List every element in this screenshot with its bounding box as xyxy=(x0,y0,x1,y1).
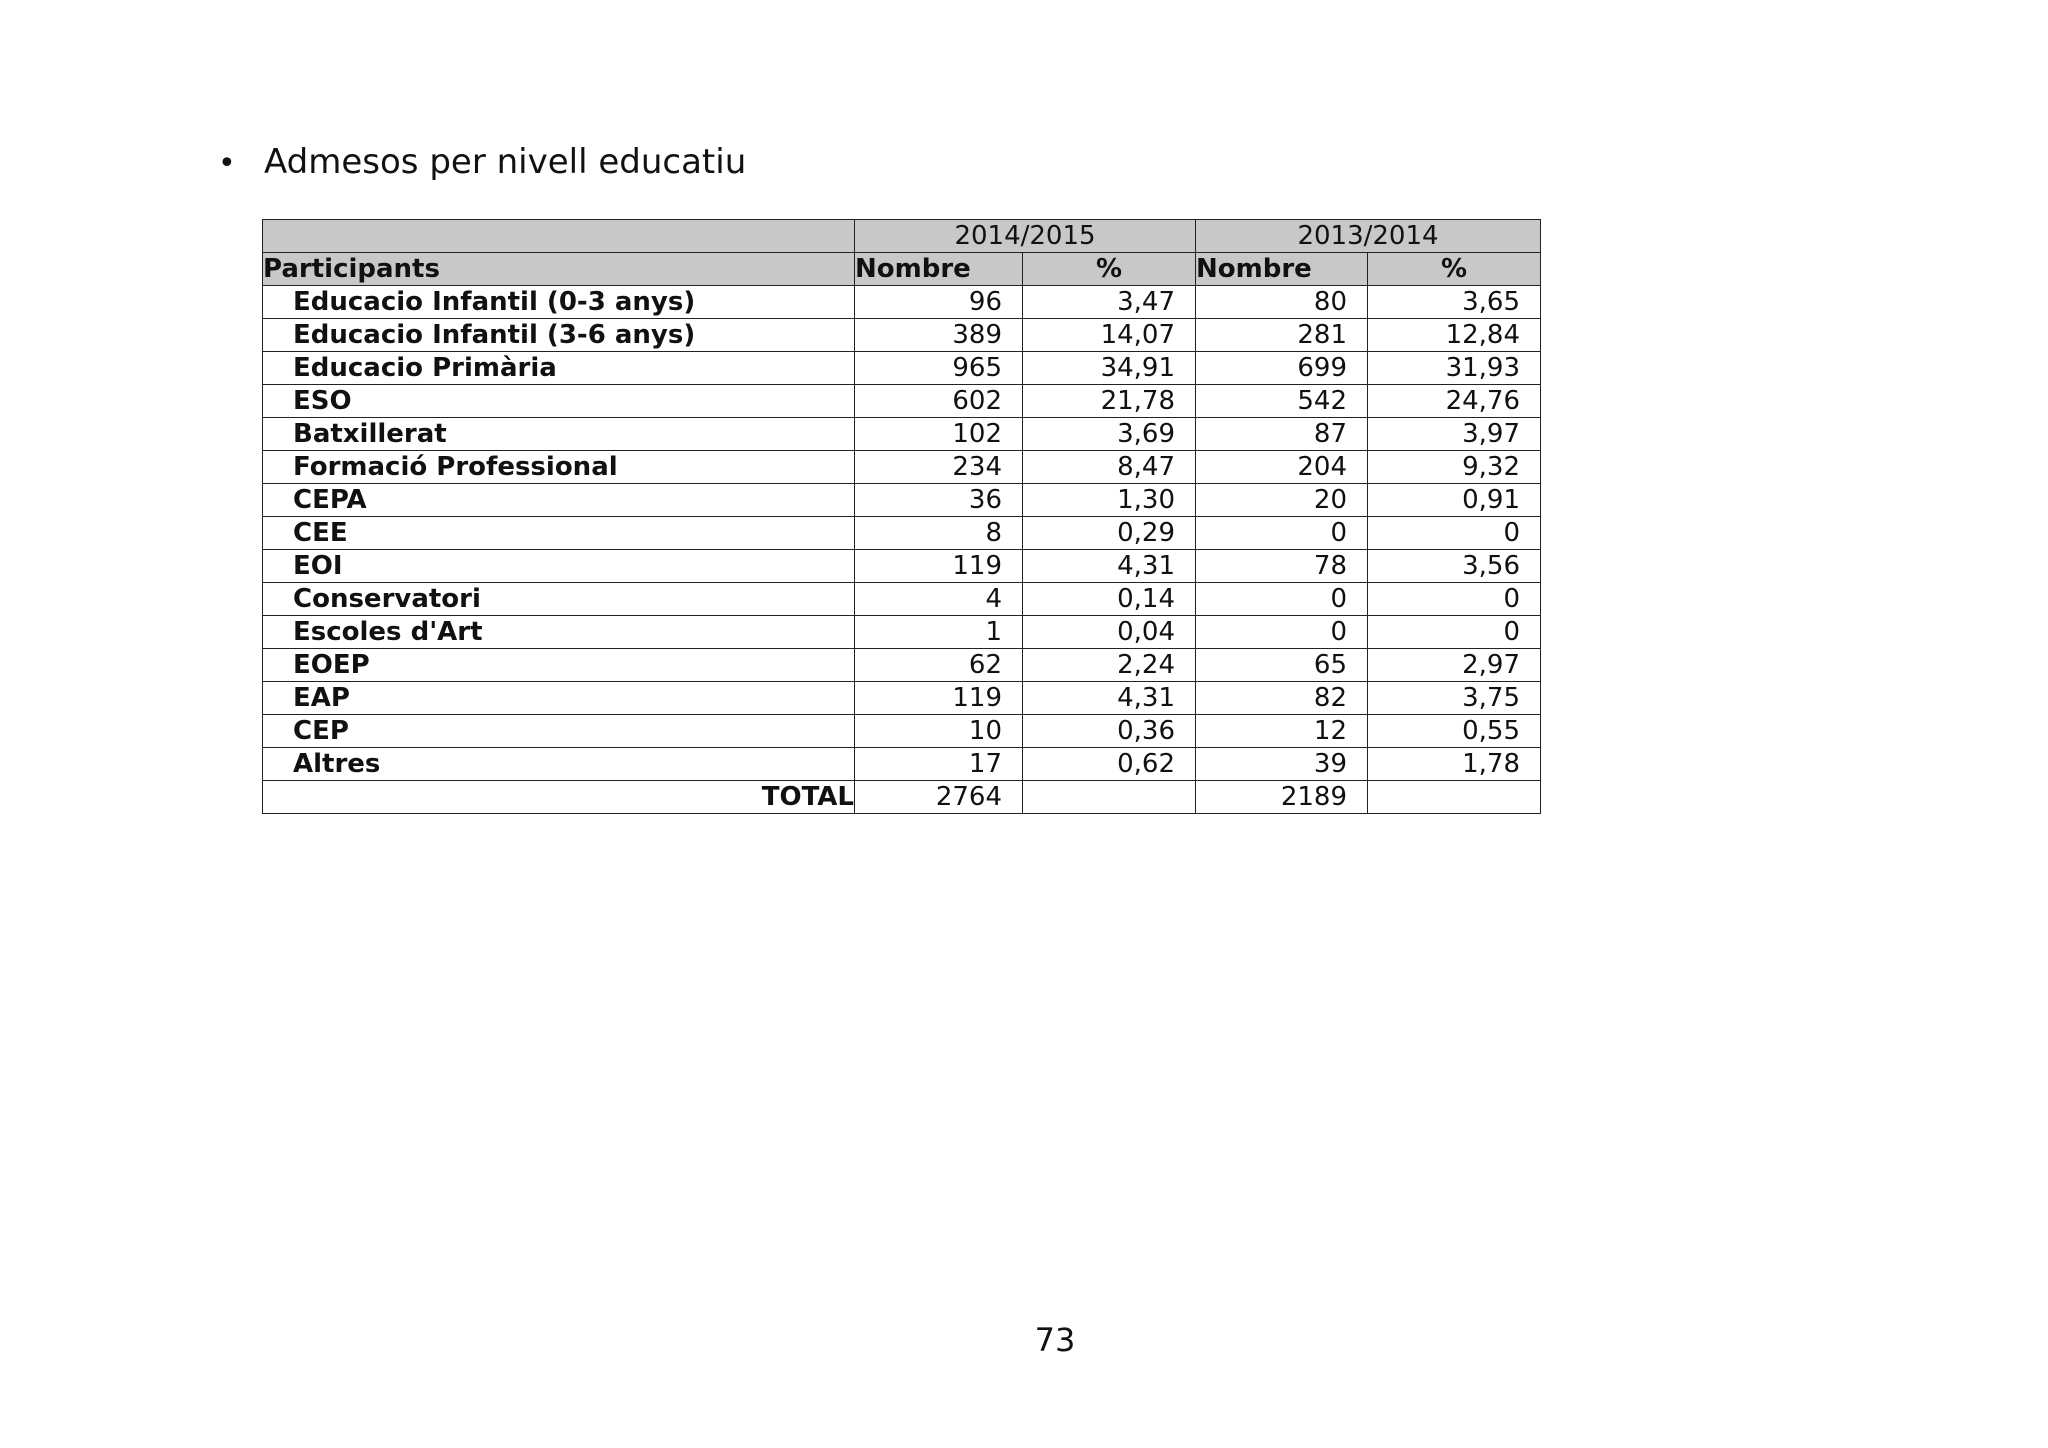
nombre-header-2014-2015: Nombre xyxy=(855,253,1023,286)
empty-header-cell xyxy=(263,220,855,253)
year-header-2014-2015: 2014/2015 xyxy=(855,220,1196,253)
percent-2013-2014-cell: 9,32 xyxy=(1368,451,1541,484)
total-nombre-2013-2014-cell: 2189 xyxy=(1196,781,1368,814)
page-number: 73 xyxy=(1034,1321,1076,1359)
percent-2013-2014-cell: 31,93 xyxy=(1368,352,1541,385)
table-row xyxy=(263,583,1541,616)
row-label: Formació Professional xyxy=(263,451,855,484)
row-label: Altres xyxy=(263,748,855,781)
column-header-row xyxy=(263,253,1541,286)
row-label: CEE xyxy=(263,517,855,550)
nombre-2013-2014-cell: 699 xyxy=(1196,352,1368,385)
total-row xyxy=(263,781,1541,814)
percent-2013-2014-cell: 2,97 xyxy=(1368,649,1541,682)
nombre-2013-2014-cell: 0 xyxy=(1196,517,1368,550)
percent-2013-2014-cell: 3,75 xyxy=(1368,682,1541,715)
admissions-table xyxy=(262,219,1541,814)
nombre-2013-2014-cell: 78 xyxy=(1196,550,1368,583)
percent-2013-2014-cell: 12,84 xyxy=(1368,319,1541,352)
nombre-2014-2015-cell: 4 xyxy=(855,583,1023,616)
nombre-2014-2015-cell: 602 xyxy=(855,385,1023,418)
section-heading-text: Admesos per nivell educatiu xyxy=(264,142,747,182)
bullet-icon: • xyxy=(218,146,236,181)
nombre-2013-2014-cell: 0 xyxy=(1196,616,1368,649)
table-row xyxy=(263,451,1541,484)
nombre-2014-2015-cell: 10 xyxy=(855,715,1023,748)
percent-2013-2014-cell: 0,55 xyxy=(1368,715,1541,748)
percent-2013-2014-cell: 0 xyxy=(1368,517,1541,550)
percent-2014-2015-cell: 0,04 xyxy=(1023,616,1196,649)
table-row xyxy=(263,352,1541,385)
nombre-header-2013-2014: Nombre xyxy=(1196,253,1368,286)
row-label: Educacio Primària xyxy=(263,352,855,385)
percent-2013-2014-cell: 3,97 xyxy=(1368,418,1541,451)
row-label: CEPA xyxy=(263,484,855,517)
percent-2013-2014-cell: 0,91 xyxy=(1368,484,1541,517)
nombre-2014-2015-cell: 119 xyxy=(855,550,1023,583)
participants-header: Participants xyxy=(263,253,855,286)
percent-header-2013-2014: % xyxy=(1368,253,1541,286)
percent-2014-2015-cell: 3,69 xyxy=(1023,418,1196,451)
total-percent-2014-2015-cell xyxy=(1023,781,1196,814)
percent-2013-2014-cell: 3,65 xyxy=(1368,286,1541,319)
table-row xyxy=(263,286,1541,319)
row-label: CEP xyxy=(263,715,855,748)
percent-header-2014-2015: % xyxy=(1023,253,1196,286)
nombre-2014-2015-cell: 102 xyxy=(855,418,1023,451)
percent-2013-2014-cell: 0 xyxy=(1368,616,1541,649)
nombre-2014-2015-cell: 36 xyxy=(855,484,1023,517)
percent-2013-2014-cell: 0 xyxy=(1368,583,1541,616)
nombre-2013-2014-cell: 20 xyxy=(1196,484,1368,517)
nombre-2013-2014-cell: 542 xyxy=(1196,385,1368,418)
table-row xyxy=(263,649,1541,682)
percent-2014-2015-cell: 21,78 xyxy=(1023,385,1196,418)
percent-2014-2015-cell: 0,14 xyxy=(1023,583,1196,616)
nombre-2013-2014-cell: 82 xyxy=(1196,682,1368,715)
nombre-2013-2014-cell: 0 xyxy=(1196,583,1368,616)
percent-2014-2015-cell: 2,24 xyxy=(1023,649,1196,682)
total-label: TOTAL xyxy=(263,781,855,814)
nombre-2013-2014-cell: 12 xyxy=(1196,715,1368,748)
percent-2014-2015-cell: 0,62 xyxy=(1023,748,1196,781)
total-nombre-2014-2015-cell: 2764 xyxy=(855,781,1023,814)
percent-2013-2014-cell: 1,78 xyxy=(1368,748,1541,781)
nombre-2014-2015-cell: 62 xyxy=(855,649,1023,682)
row-label: Educacio Infantil (3-6 anys) xyxy=(263,319,855,352)
nombre-2013-2014-cell: 87 xyxy=(1196,418,1368,451)
percent-2014-2015-cell: 4,31 xyxy=(1023,682,1196,715)
percent-2014-2015-cell: 34,91 xyxy=(1023,352,1196,385)
table-row xyxy=(263,517,1541,550)
table-row xyxy=(263,682,1541,715)
nombre-2014-2015-cell: 389 xyxy=(855,319,1023,352)
nombre-2013-2014-cell: 39 xyxy=(1196,748,1368,781)
nombre-2013-2014-cell: 80 xyxy=(1196,286,1368,319)
nombre-2013-2014-cell: 65 xyxy=(1196,649,1368,682)
row-label: EAP xyxy=(263,682,855,715)
table-row xyxy=(263,385,1541,418)
nombre-2014-2015-cell: 234 xyxy=(855,451,1023,484)
row-label: Escoles d'Art xyxy=(263,616,855,649)
percent-2014-2015-cell: 14,07 xyxy=(1023,319,1196,352)
table-row xyxy=(263,748,1541,781)
percent-2014-2015-cell: 3,47 xyxy=(1023,286,1196,319)
nombre-2014-2015-cell: 965 xyxy=(855,352,1023,385)
table-row xyxy=(263,550,1541,583)
percent-2014-2015-cell: 8,47 xyxy=(1023,451,1196,484)
nombre-2013-2014-cell: 281 xyxy=(1196,319,1368,352)
percent-2014-2015-cell: 1,30 xyxy=(1023,484,1196,517)
percent-2013-2014-cell: 24,76 xyxy=(1368,385,1541,418)
row-label: EOI xyxy=(263,550,855,583)
nombre-2014-2015-cell: 8 xyxy=(855,517,1023,550)
percent-2014-2015-cell: 0,29 xyxy=(1023,517,1196,550)
nombre-2014-2015-cell: 96 xyxy=(855,286,1023,319)
percent-2014-2015-cell: 4,31 xyxy=(1023,550,1196,583)
total-percent-2013-2014-cell xyxy=(1368,781,1541,814)
percent-2013-2014-cell: 3,56 xyxy=(1368,550,1541,583)
table-row xyxy=(263,715,1541,748)
nombre-2014-2015-cell: 1 xyxy=(855,616,1023,649)
row-label: Batxillerat xyxy=(263,418,855,451)
nombre-2014-2015-cell: 17 xyxy=(855,748,1023,781)
row-label: ESO xyxy=(263,385,855,418)
nombre-2013-2014-cell: 204 xyxy=(1196,451,1368,484)
section-heading xyxy=(218,138,746,188)
table-row xyxy=(263,319,1541,352)
nombre-2014-2015-cell: 119 xyxy=(855,682,1023,715)
year-header-row xyxy=(263,220,1541,253)
table-row xyxy=(263,418,1541,451)
row-label: EOEP xyxy=(263,649,855,682)
table-row xyxy=(263,484,1541,517)
row-label: Conservatori xyxy=(263,583,855,616)
row-label: Educacio Infantil (0-3 anys) xyxy=(263,286,855,319)
percent-2014-2015-cell: 0,36 xyxy=(1023,715,1196,748)
year-header-2013-2014: 2013/2014 xyxy=(1196,220,1541,253)
table-row xyxy=(263,616,1541,649)
